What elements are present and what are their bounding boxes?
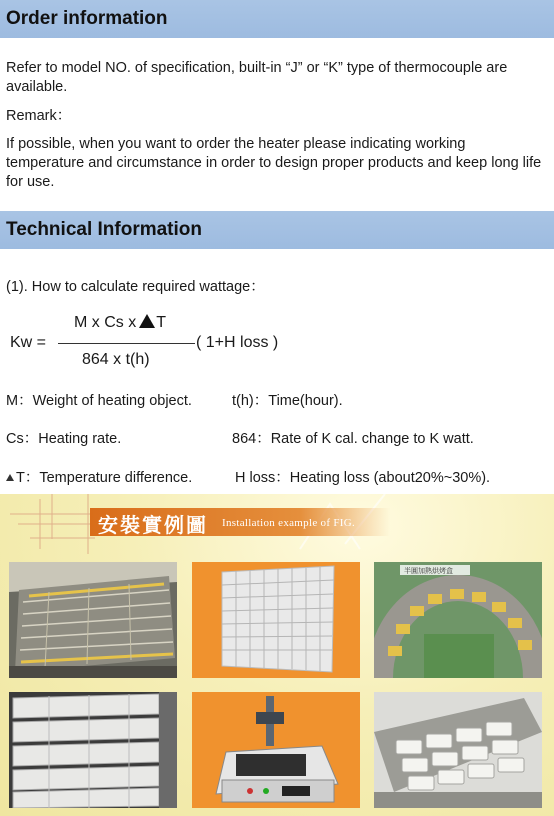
def-m: M：Weight of heating object. [6, 393, 192, 409]
gallery-title-banner [90, 508, 390, 536]
order-paragraph-2: If possible, when you want to order the heater please indicating working temperature and circumstance in order to design proper products and keep long life for use. [6, 136, 542, 190]
gallery-title-en: Installation example of FIG. [222, 517, 356, 529]
photo-stacked-panels [9, 692, 177, 808]
photo3-caption: 半圓加熱烘烤盒 [404, 567, 453, 575]
photo-oven-frame [9, 562, 177, 678]
def-cs: Cs：Heating rate. [6, 431, 122, 447]
wattage-formula [10, 312, 330, 374]
small-delta-icon [6, 474, 14, 481]
gallery-title-cn: 安裝實例圖 [98, 513, 208, 537]
order-paragraph-1: Refer to model NO. of specification, built-in “J” or “K” type of thermocouple are available. [6, 60, 508, 95]
def-h-loss: H loss：Heating loss (about20%~30%). [235, 470, 491, 486]
formula-rhs: ( 1+H loss ) [196, 334, 279, 351]
photo-ceramic-panel [192, 562, 360, 678]
photo-heater-bank [374, 692, 542, 808]
def-864: 864：Rate of K cal. change to K watt. [232, 431, 474, 447]
order-information-header: Order information [0, 0, 554, 38]
formula-numerator: M x Cs x T [74, 314, 166, 331]
photo-half-round-heater [374, 562, 542, 678]
formula-lhs: Kw = [10, 334, 47, 351]
def-th: t(h)：Time(hour). [232, 393, 343, 409]
fraction-line [58, 343, 195, 344]
remark-label: Remark： [6, 108, 72, 124]
formula-denominator: 864 x t(h) [82, 351, 150, 368]
technical-information-header: Technical Information [0, 211, 554, 249]
photo-rework-machine [192, 692, 360, 808]
installation-gallery [0, 494, 554, 816]
def-delta-t: T：Temperature difference. [6, 469, 192, 488]
delta-icon [139, 314, 155, 328]
calc-title: (1). How to calculate required wattage： [6, 279, 265, 295]
